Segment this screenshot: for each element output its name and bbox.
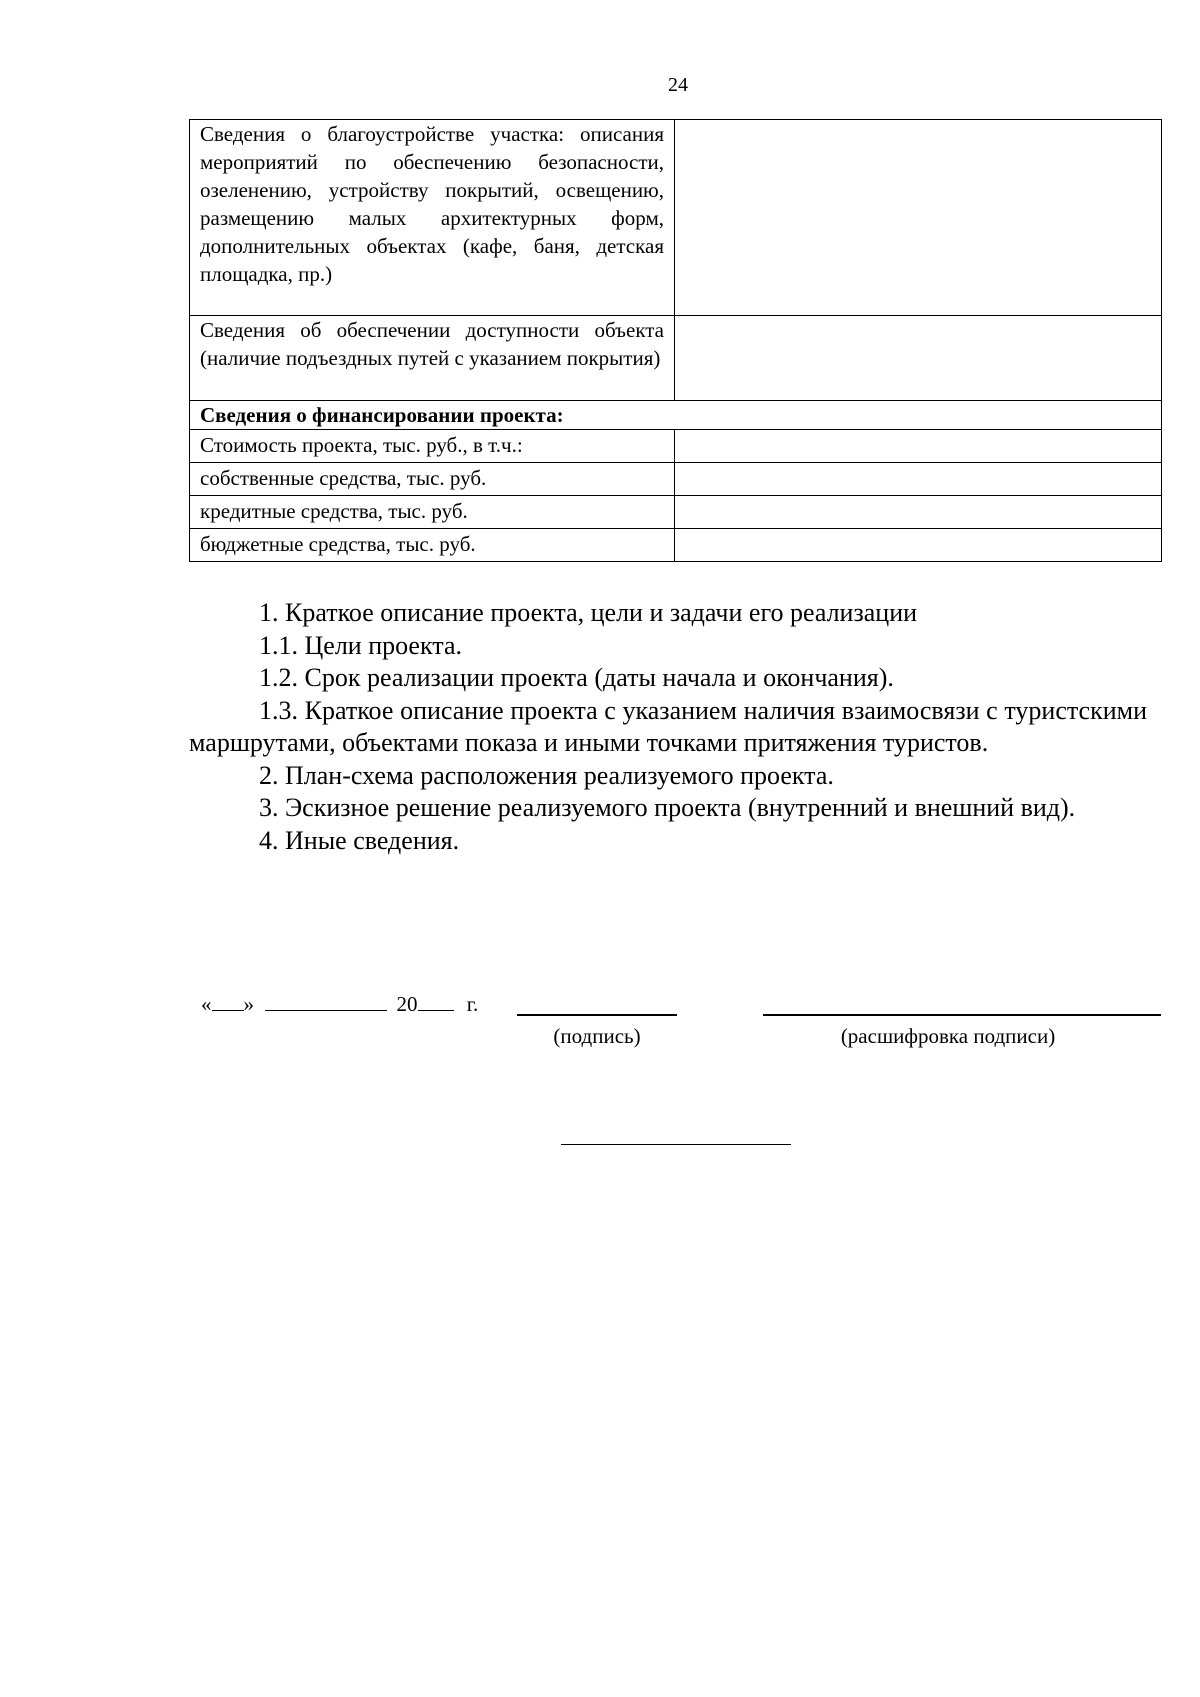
section-3: 3. Эскизное решение реализуемого проекта (внутренний и внешний вид).	[259, 793, 1076, 822]
landscaping-value[interactable]	[675, 120, 1162, 316]
end-divider	[561, 1144, 791, 1145]
section-2: 2. План-схема расположения реализуемого проекта.	[259, 760, 834, 790]
budget-funds-value[interactable]	[675, 529, 1162, 562]
year-suffix: г.	[466, 992, 479, 1016]
month-field[interactable]	[265, 990, 387, 1011]
decoding-line[interactable]	[763, 990, 1161, 1016]
project-cost-value[interactable]	[675, 430, 1162, 463]
table-row	[190, 463, 1162, 496]
signature-block	[189, 990, 1161, 1050]
description-sections	[189, 597, 1147, 857]
year-field[interactable]	[418, 990, 454, 1011]
table-row	[190, 430, 1162, 463]
signature-line[interactable]	[517, 990, 677, 1016]
table-row	[190, 401, 1162, 430]
section-1: 1. Краткое описание проекта, цели и задачи его реализации	[259, 598, 918, 627]
credit-funds-value[interactable]	[675, 496, 1162, 529]
date-line	[201, 990, 478, 1017]
landscaping-label: Сведения о благоустройстве участка: описания мероприятий по обеспечению безопасности, озеленению, устройству покрытий, освещению, размещению малых архитектурных форм, дополнительных объектах (кафе, баня, детская площадка, пр.)	[190, 120, 675, 316]
section-4: 4. Иные сведения.	[259, 825, 460, 855]
year-prefix: 20	[396, 992, 418, 1016]
own-funds-label: собственные средства, тыс. руб.	[190, 463, 675, 496]
accessibility-value[interactable]	[675, 316, 1162, 401]
decoding-caption: (расшифровка подписи)	[840, 1024, 1056, 1048]
section-1-1: 1.1. Цели проекта.	[259, 630, 462, 660]
day-field[interactable]	[212, 990, 244, 1011]
table-row	[190, 529, 1162, 562]
own-funds-value[interactable]	[675, 463, 1162, 496]
table-row	[190, 316, 1162, 401]
table-row	[190, 120, 1162, 316]
accessibility-label: Сведения об обеспечении доступности объекта (наличие подъездных путей с указанием покрытия)	[190, 316, 675, 401]
date-close-quote: »	[243, 992, 254, 1016]
section-1-3: 1.3. Краткое описание проекта с указанием наличия взаимосвязи с туристскими маршрутами, объектами показа и иными точками притяжения туристов.	[189, 695, 1147, 757]
table-row	[190, 496, 1162, 529]
signature-caption: (подпись)	[553, 1024, 641, 1048]
project-info-table	[189, 119, 1162, 562]
budget-funds-label: бюджетные средства, тыс. руб.	[190, 529, 675, 562]
page-number: 24	[668, 74, 688, 96]
date-open-quote: «	[201, 992, 212, 1016]
financing-header: Сведения о финансировании проекта:	[190, 401, 1162, 430]
section-1-2: 1.2. Срок реализации проекта (даты начала и окончания).	[259, 663, 894, 692]
project-cost-label: Стоимость проекта, тыс. руб., в т.ч.:	[190, 430, 675, 463]
credit-funds-label: кредитные средства, тыс. руб.	[190, 496, 675, 529]
